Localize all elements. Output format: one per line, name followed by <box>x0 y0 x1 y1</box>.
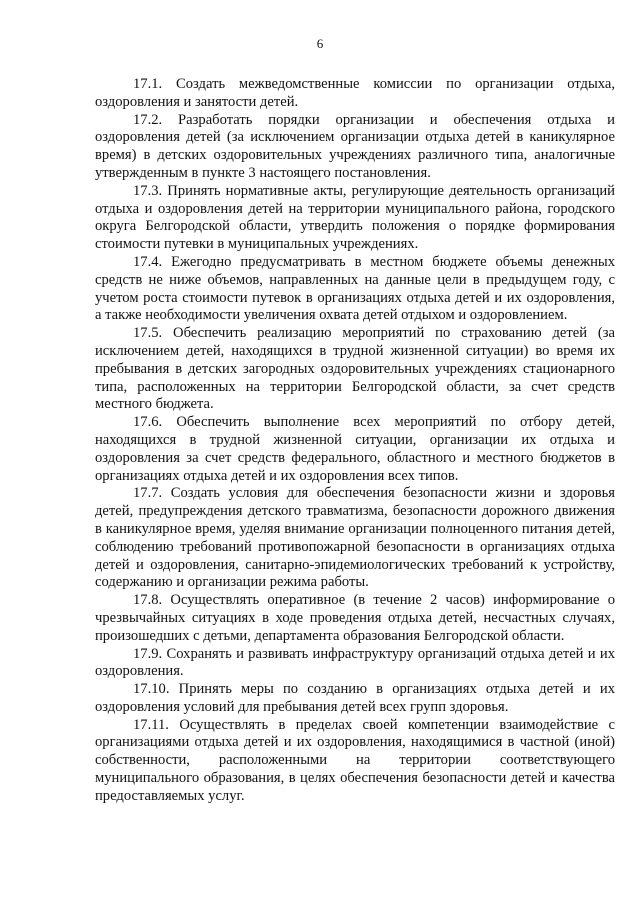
paragraph-17-9: 17.9. Сохранять и развивать инфраструктуру организаций отдыха детей и их оздоровления. <box>95 645 615 680</box>
paragraph-17-10: 17.10. Принять меры по созданию в организациях отдыха детей и их оздоровления условий для пребывания детей всех групп здоровья. <box>95 681 615 715</box>
paragraph-17-1: 17.1. Создать межведомственные комиссии по организации отдыха, оздоровления и занятости детей. <box>95 76 615 110</box>
document-body <box>95 76 615 806</box>
paragraph-17-6: 17.6. Обеспечить выполнение всех мероприятий по отбору детей, находящихся в трудной жизненной ситуации, организации их отдыха и оздоровления за счет средств федерального, областного и местного бюджетов в организациях отдыха детей и их оздоровления всех типов. <box>95 414 615 484</box>
paragraph-17-2: 17.2. Разработать порядки организации и обеспечения отдыха и оздоровления детей (за исключением организации отдыха детей в каникулярное время) в детских оздоровительных учреждениях различного типа, аналогичные утвержденным в пункте 3 настоящего постановления. <box>95 111 615 181</box>
paragraph-17-11: 17.11. Осуществлять в пределах своей компетенции взаимодействие с организациями отдыха детей и их оздоровления, находящимися в частной (иной) собственности, расположенными на территории соответствующего муниципального образования, в целях обеспечения безопасности детей и качества предоставляемых услуг. <box>95 716 615 804</box>
paragraph-17-5: 17.5. Обеспечить реализацию мероприятий по страхованию детей (за исключением детей, находящихся в трудной жизненной ситуации) во время их пребывания в детских загородных оздоровительных учреждениях стационарного типа, расположенных на территории Белгородской области, за счет средств местного бюджета. <box>95 325 615 413</box>
paragraph-17-8: 17.8. Осуществлять оперативное (в течение 2 часов) информирование о чрезвычайных ситуациях в ходе проведения отдыха детей, несчастных случаях, произошедших с детьми, департамента образования Белгородской области. <box>95 592 615 644</box>
paragraph-17-4: 17.4. Ежегодно предусматривать в местном бюджете объемы денежных средств не ниже объемов, направленных на данные цели в предыдущем году, с учетом роста стоимости путевок в организациях отдыха детей и их оздоровления, а также необходимости увеличения охвата детей отдыхом и оздоровлением. <box>95 253 615 324</box>
paragraph-17-7: 17.7. Создать условия для обеспечения безопасности жизни и здоровья детей, предупреждения детского травматизма, безопасности дорожного движения в каникулярное время, уделяя внимание организации полноценного питания детей, соблюдению требований противопожарной безопасности в организациях отдыха детей и оздоровления, санитарно-эпидемиологических требований к устройству, содержанию и организации режима работы. <box>95 485 615 591</box>
page-number: 6 <box>316 36 324 51</box>
paragraph-17-3: 17.3. Принять нормативные акты, регулирующие деятельность организаций отдыха и оздоровления детей на территории муниципального района, городского округа Белгородской области, утвердить положения о порядке формирования стоимости путевки в муниципальных учреждениях. <box>95 182 615 253</box>
